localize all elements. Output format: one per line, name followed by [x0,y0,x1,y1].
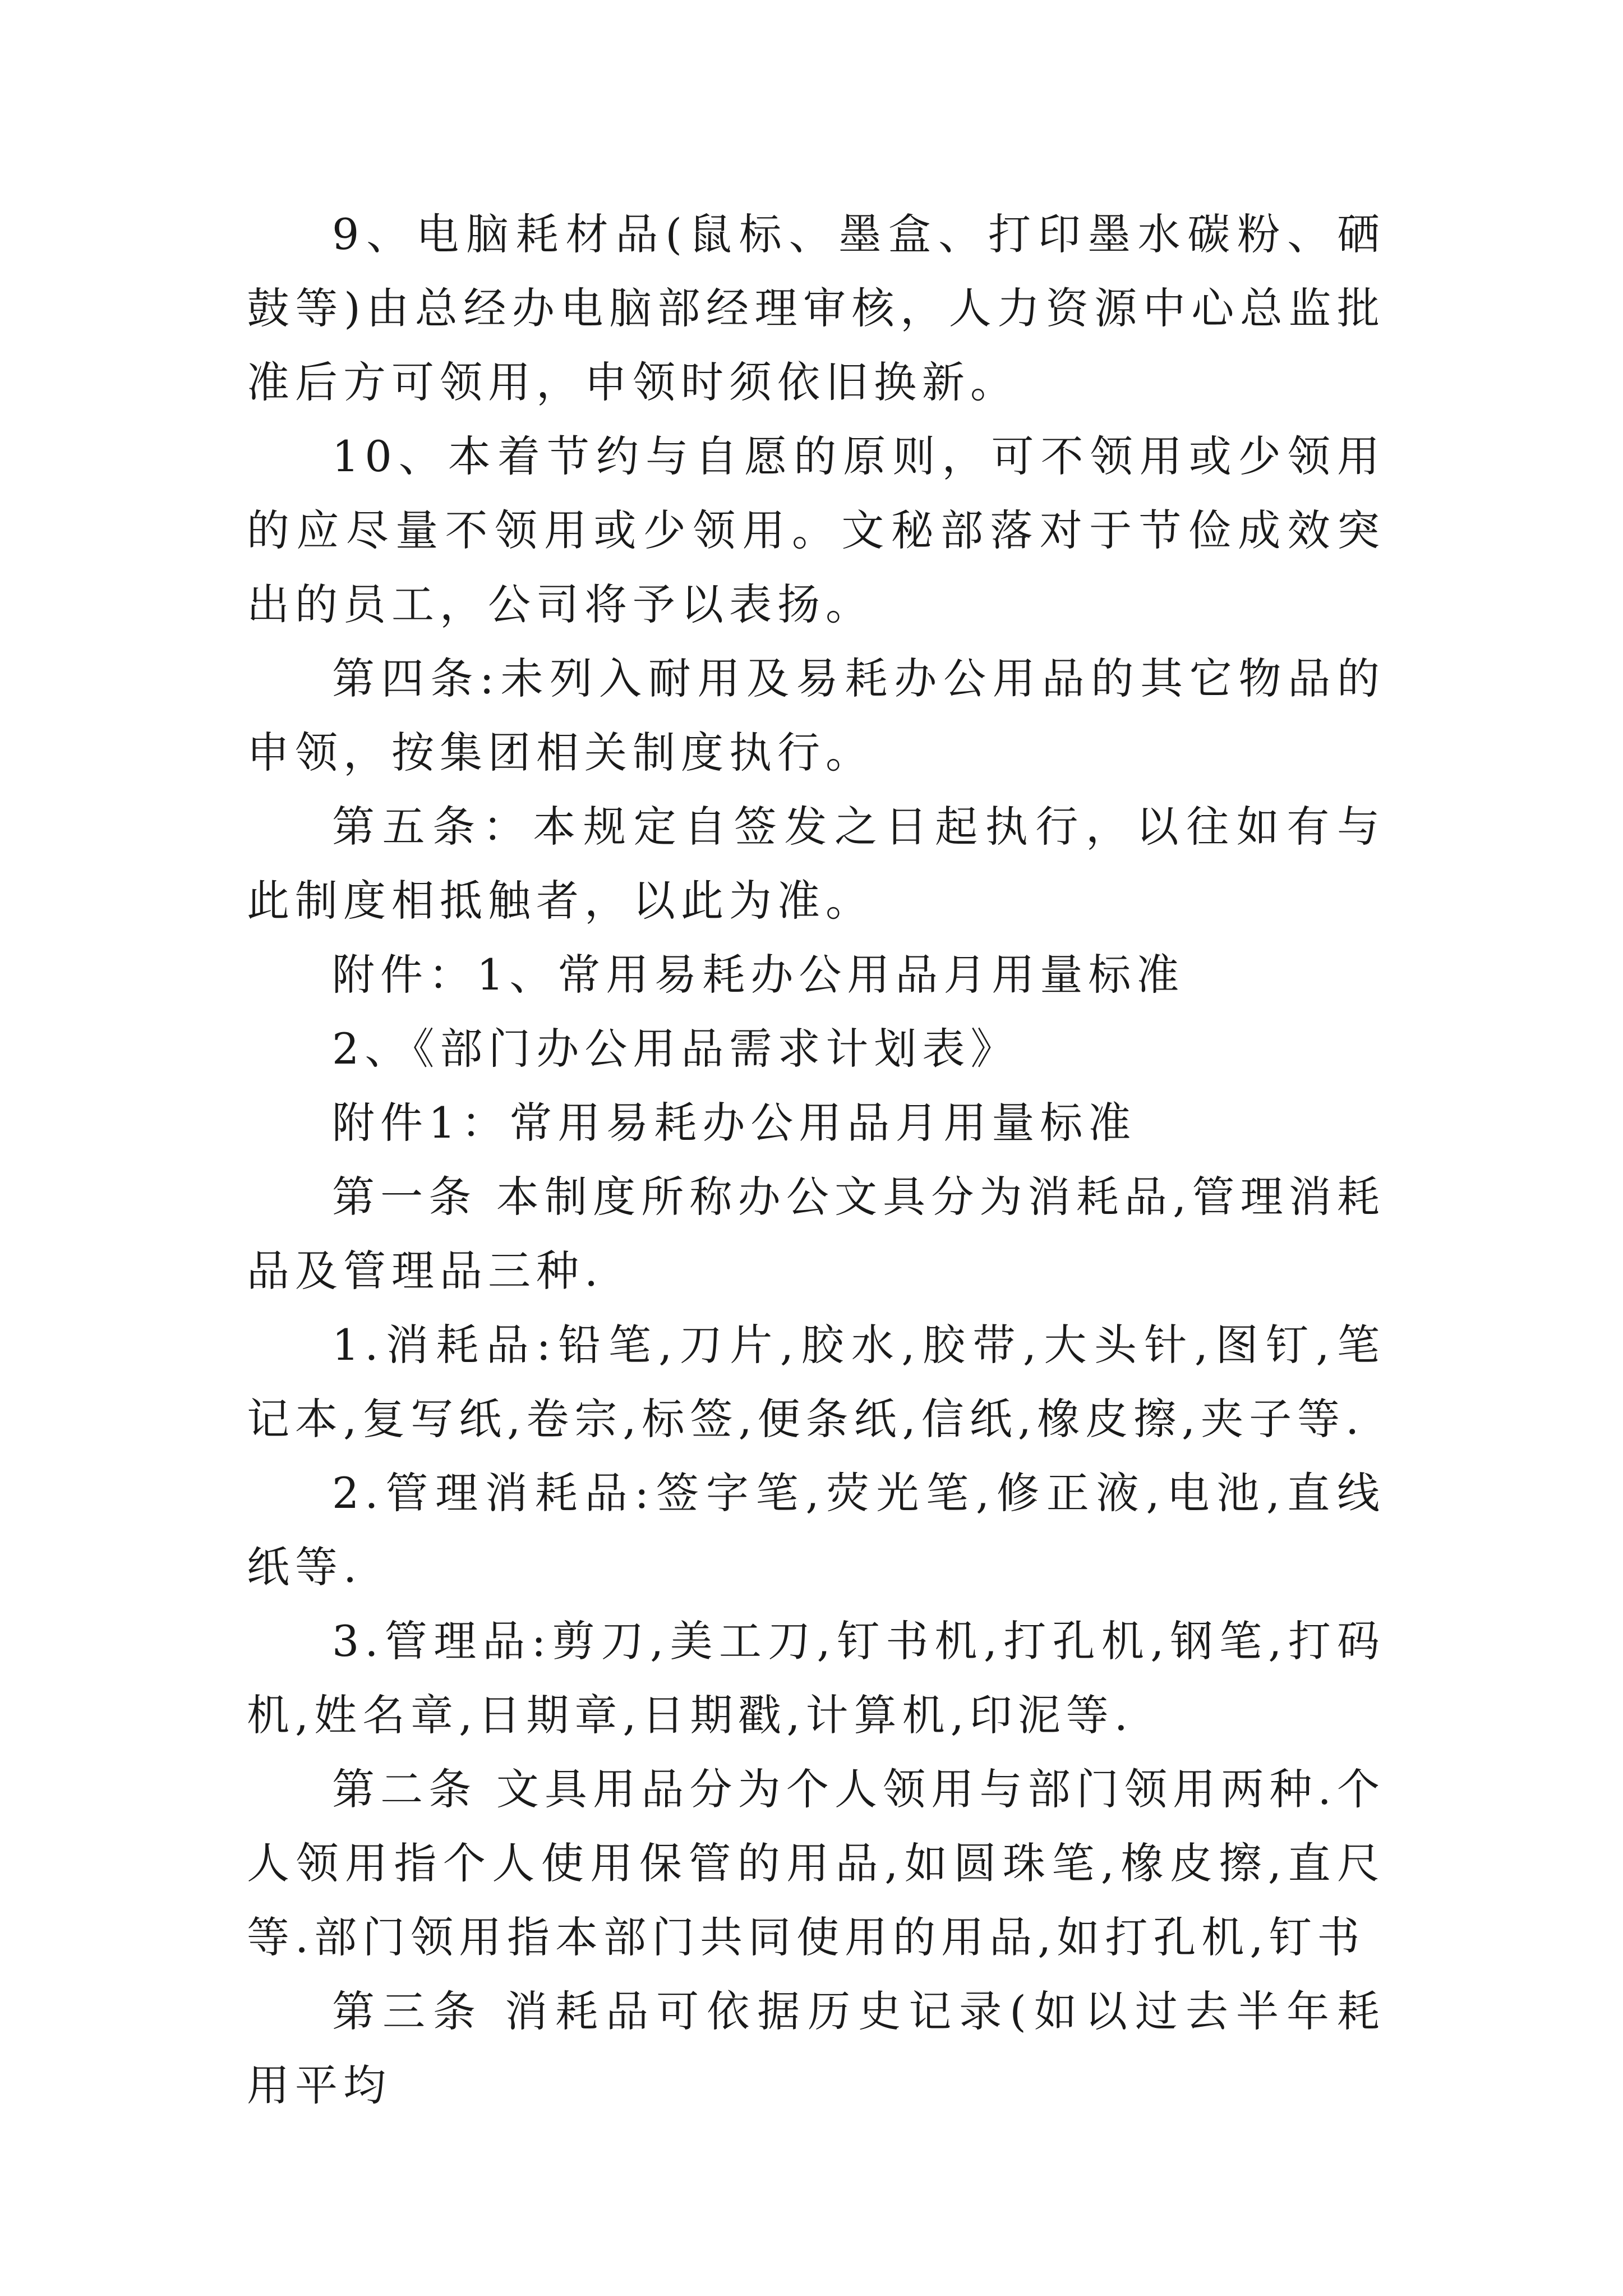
paragraph-article-four: 第四条:未列入耐用及易耗办公用品的其它物品的申领，按集团相关制度执行。 [247,654,1385,777]
paragraph-article-one: 第一条 本制度所称办公文具分为消耗品,管理消耗品及管理品三种. [247,1172,1385,1296]
paragraph-frugality-principle: 10、本着节约与自愿的原则，可不领用或少领用的应尽量不领用或少领用。文秘部落对于节俭成效突出的员工，公司将予以表扬。 [247,431,1385,629]
paragraph-article-five: 第五条：本规定自签发之日起执行，以往如有与此制度相抵触者，以此为准。 [247,802,1385,926]
paragraph-consumables: 1.消耗品:铅笔,刀片,胶水,胶带,大头针,图钉,笔记本,复写纸,卷宗,标签,便条纸,信纸,橡皮擦,夹子等. [247,1320,1385,1444]
paragraph-attachment-two: 2、《部门办公用品需求计划表》 [332,1024,1019,1074]
paragraph-managed-consumables: 2.管理消耗品:签字笔,荧光笔,修正液,电池,直线纸等. [247,1468,1385,1592]
paragraph-managed-items: 3.管理品:剪刀,美工刀,钉书机,打孔机,钢笔,打码机,姓名章,日期章,日期戳,计算机,印泥等. [247,1616,1385,1740]
paragraph-article-three: 第三条 消耗品可依据历史记录(如以过去半年耗用平均 [247,1986,1385,2110]
paragraph-attachment-one-title: 附件1：常用易耗办公用品月用量标准 [332,1098,1137,1148]
document-body [247,197,1385,2123]
paragraph-computer-consumables: 9、电脑耗材品(鼠标、墨盒、打印墨水碳粉、硒鼓等)由总经办电脑部经理审核，人力资源中心总监批准后方可领用，申领时须依旧换新。 [247,209,1385,407]
paragraph-attachments-list: 附件：1、常用易耗办公用品月用量标准 [332,950,1185,1000]
paragraph-article-two: 第二条 文具用品分为个人领用与部门领用两种.个人领用指个人使用保管的用品,如圆珠笔,橡皮擦,直尺等.部门领用指本部门共同使用的用品,如打孔机,钉书 [247,1764,1385,1962]
